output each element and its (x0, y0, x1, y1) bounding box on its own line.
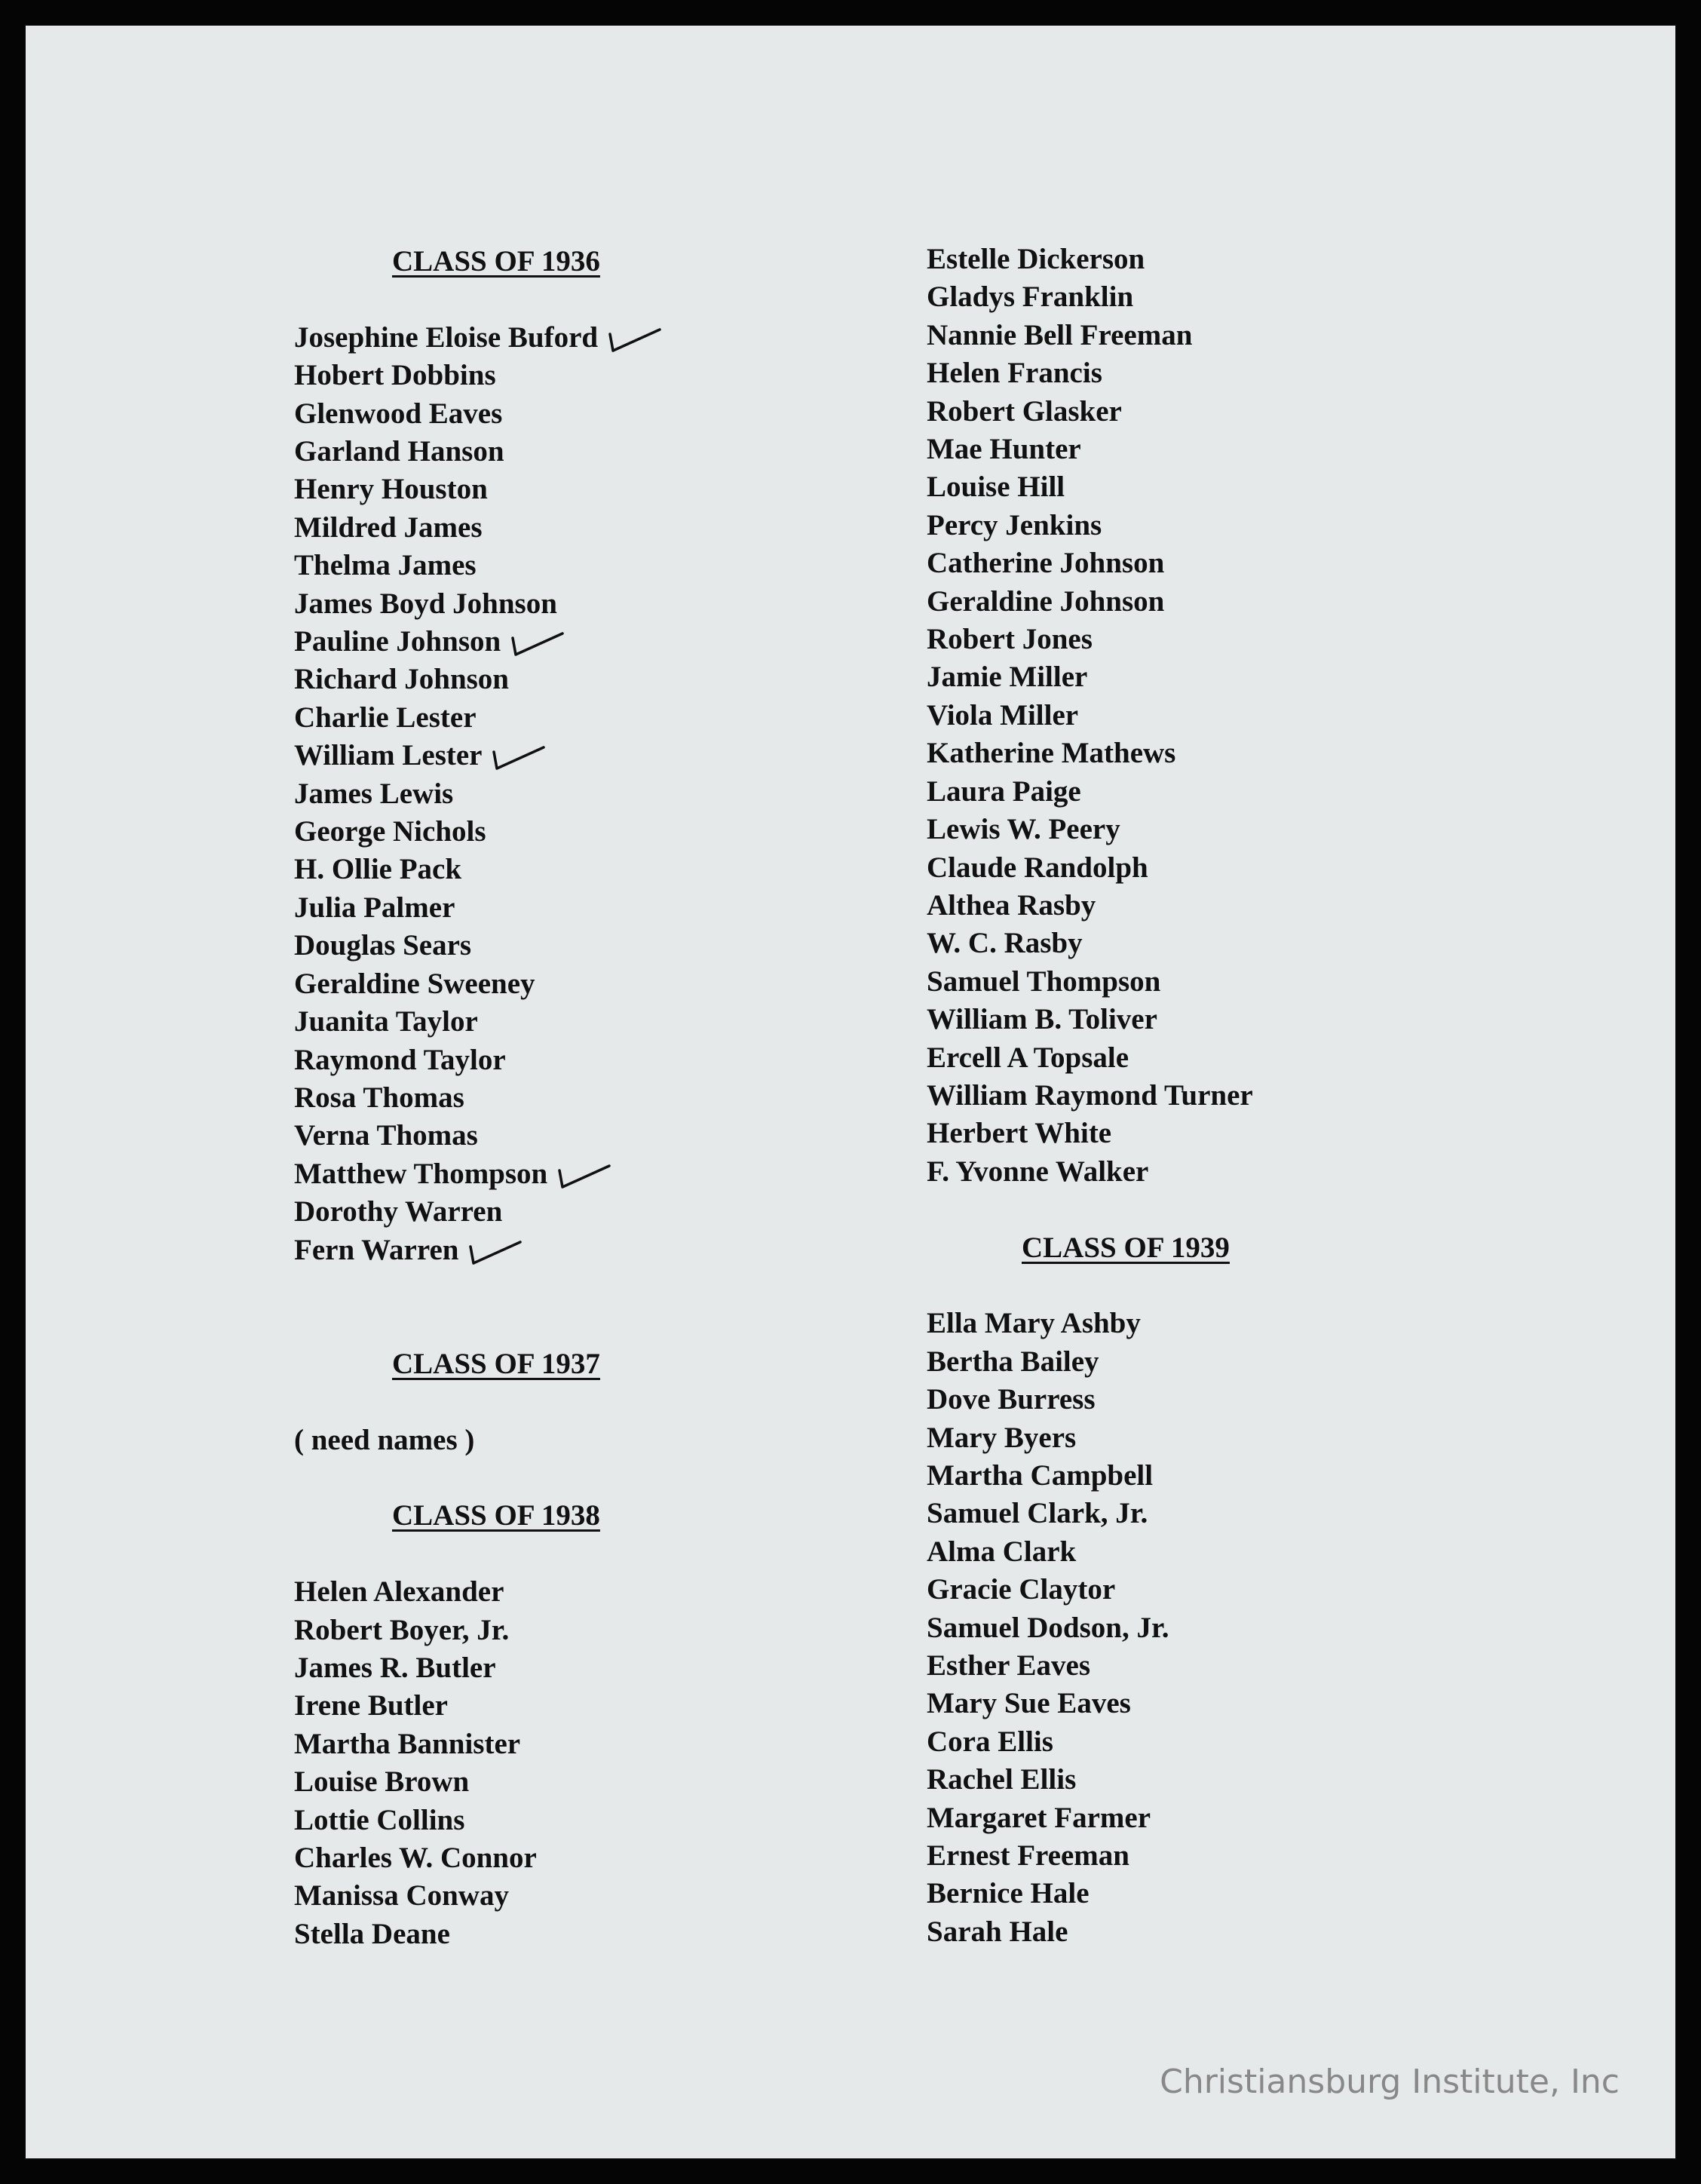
student-name: Robert Jones (927, 623, 1093, 656)
student-name: Robert Glasker (927, 394, 1122, 428)
class-1939-list (927, 1305, 1500, 1951)
student-name: Josephine Eloise Buford (294, 321, 599, 354)
student-name: Gracie Claytor (927, 1573, 1116, 1606)
student-name: Glenwood Eaves (294, 397, 503, 430)
student-name: Margaret Farmer (927, 1801, 1151, 1834)
list-item (927, 354, 1500, 392)
student-name: Thelma James (294, 549, 477, 582)
student-name: Rosa Thomas (294, 1081, 464, 1114)
student-name: Pauline Johnson (294, 625, 501, 658)
list-item (294, 547, 777, 584)
list-item (294, 433, 777, 471)
list-item (927, 925, 1500, 962)
list-item (294, 965, 777, 1003)
student-name: Mary Byers (927, 1421, 1077, 1454)
list-item (927, 697, 1500, 735)
list-item (927, 1875, 1500, 1913)
student-name: Douglas Sears (294, 929, 472, 962)
student-name: Viola Miller (927, 698, 1079, 732)
student-name: Lottie Collins (294, 1803, 465, 1836)
list-item (294, 1839, 777, 1877)
student-name: Henry Houston (294, 473, 488, 506)
list-item (927, 431, 1500, 468)
list-item (294, 471, 777, 508)
list-item (927, 887, 1500, 925)
class-1938-list-continued (927, 241, 1500, 1191)
list-item (927, 621, 1500, 658)
list-item (927, 963, 1500, 1001)
student-name: Bernice Hale (927, 1877, 1090, 1910)
list-item (294, 395, 777, 433)
list-item (927, 468, 1500, 506)
student-name: Irene Butler (294, 1689, 448, 1722)
list-item (294, 927, 777, 965)
list-item (294, 1649, 777, 1687)
list-item (294, 1003, 777, 1041)
list-item (294, 1916, 777, 1953)
student-name: Esther Eaves (927, 1649, 1091, 1682)
student-name: Ernest Freeman (927, 1839, 1129, 1873)
list-item (927, 1305, 1500, 1342)
list-item (927, 507, 1500, 544)
class-1936-list (294, 319, 777, 1269)
student-name: Martha Campbell (927, 1459, 1154, 1492)
student-name: James Boyd Johnson (294, 587, 557, 620)
student-name: Louise Hill (927, 471, 1065, 504)
student-name: Geraldine Sweeney (294, 967, 535, 1000)
student-name: Estelle Dickerson (927, 243, 1145, 275)
student-name: Fern Warren (294, 1233, 459, 1266)
left-column (294, 243, 777, 1953)
student-name: Robert Boyer, Jr. (294, 1613, 510, 1646)
list-item (927, 1077, 1500, 1115)
student-name: Herbert White (927, 1117, 1112, 1150)
class-1937-heading: CLASS OF 1937 (392, 1347, 600, 1380)
class-1939-heading: CLASS OF 1939 (1022, 1231, 1230, 1264)
student-name: Rachel Ellis (927, 1763, 1077, 1796)
list-item (294, 1763, 777, 1801)
student-name: Helen Francis (927, 357, 1102, 390)
student-name: Katherine Mathews (927, 737, 1176, 770)
student-name: William B. Toliver (927, 1003, 1157, 1036)
watermark: Christiansburg Institute, Inc (1160, 2063, 1620, 2101)
list-item (294, 1155, 777, 1193)
student-name: Dorothy Warren (294, 1195, 503, 1228)
list-item (294, 775, 777, 813)
student-name: Julia Palmer (294, 891, 455, 924)
document-page (26, 26, 1675, 2158)
list-item (927, 1647, 1500, 1685)
student-name: Ella Mary Ashby (927, 1307, 1141, 1340)
list-item (927, 1533, 1500, 1571)
list-item (927, 1039, 1500, 1077)
list-item (927, 735, 1500, 772)
student-name: Geraldine Johnson (927, 584, 1165, 618)
list-item (927, 1343, 1500, 1381)
list-item (927, 1761, 1500, 1799)
list-item (927, 1495, 1500, 1532)
list-item (294, 1232, 777, 1269)
handwritten-checkmark-icon (466, 1236, 526, 1269)
student-name: Martha Bannister (294, 1727, 521, 1760)
student-name: W. C. Rasby (927, 927, 1083, 960)
student-name: Hobert Dobbins (294, 359, 496, 392)
class-1937-note: ( need names ) (294, 1423, 475, 1456)
student-name: William Raymond Turner (927, 1078, 1253, 1112)
list-item (927, 1723, 1500, 1761)
handwritten-checkmark-icon (489, 741, 550, 775)
list-item (294, 357, 777, 394)
student-name: Samuel Dodson, Jr. (927, 1611, 1169, 1644)
list-item (294, 851, 777, 888)
student-name: Gladys Franklin (927, 281, 1134, 314)
list-item (927, 317, 1500, 354)
student-name: Louise Brown (294, 1765, 470, 1799)
list-item (294, 1117, 777, 1155)
student-name: H. Ollie Pack (294, 853, 462, 886)
student-name: Catherine Johnson (927, 547, 1165, 580)
student-name: Charlie Lester (294, 701, 477, 734)
list-item (927, 583, 1500, 621)
student-name: George Nichols (294, 815, 486, 848)
list-item (927, 1457, 1500, 1495)
list-item (294, 1802, 777, 1839)
student-name: Charles W. Connor (294, 1841, 537, 1874)
list-item (927, 1837, 1500, 1875)
student-name: Cora Ellis (927, 1725, 1053, 1758)
list-item (927, 773, 1500, 811)
list-item (927, 658, 1500, 696)
list-item (294, 585, 777, 623)
student-name: Samuel Clark, Jr. (927, 1497, 1148, 1530)
list-item (294, 1041, 777, 1079)
student-name: Bertha Bailey (927, 1345, 1099, 1378)
list-item (927, 849, 1500, 887)
student-name: Althea Rasby (927, 888, 1096, 922)
list-item (294, 1725, 777, 1763)
handwritten-checkmark-icon (508, 627, 569, 661)
list-item (927, 1419, 1500, 1457)
student-name: Raymond Taylor (294, 1043, 506, 1076)
list-item (927, 1381, 1500, 1419)
list-item (927, 393, 1500, 431)
student-name: James Lewis (294, 777, 454, 810)
list-item (927, 1913, 1500, 1951)
list-item (927, 1799, 1500, 1837)
student-name: Ercell A Topsale (927, 1041, 1129, 1074)
student-name: Sarah Hale (927, 1915, 1068, 1948)
list-item (927, 544, 1500, 582)
student-name: Verna Thomas (294, 1119, 478, 1152)
list-item (927, 1609, 1500, 1647)
list-item (294, 661, 777, 698)
list-item (294, 1193, 777, 1231)
student-name: Garland Hanson (294, 435, 504, 468)
list-item (927, 241, 1500, 278)
list-item (927, 811, 1500, 848)
list-item (294, 1877, 777, 1915)
student-name: Helen Alexander (294, 1575, 504, 1609)
student-name: Manissa Conway (294, 1879, 509, 1913)
list-item (927, 1685, 1500, 1722)
list-item (294, 1612, 777, 1649)
student-name: Mae Hunter (927, 433, 1081, 466)
right-column (927, 241, 1500, 1951)
list-item (294, 889, 777, 927)
student-name: Lewis W. Peery (927, 813, 1120, 846)
list-item (294, 623, 777, 661)
student-name: Claude Randolph (927, 851, 1148, 884)
student-name: Juanita Taylor (294, 1005, 478, 1038)
list-item (927, 278, 1500, 316)
list-item (294, 1079, 777, 1117)
list-item (927, 1571, 1500, 1609)
student-name: Mary Sue Eaves (927, 1687, 1131, 1720)
list-item (294, 1573, 777, 1611)
student-name: William Lester (294, 739, 483, 772)
student-name: Matthew Thompson (294, 1157, 548, 1190)
student-name: Richard Johnson (294, 663, 509, 696)
list-item (294, 737, 777, 775)
list-item (927, 1115, 1500, 1152)
student-name: Laura Paige (927, 775, 1081, 808)
list-item (927, 1001, 1500, 1038)
student-name: Stella Deane (294, 1917, 450, 1950)
list-item (294, 813, 777, 851)
student-name: Samuel Thompson (927, 965, 1161, 998)
student-name: Jamie Miller (927, 661, 1088, 694)
student-name: Alma Clark (927, 1535, 1077, 1568)
handwritten-checkmark-icon (605, 324, 666, 357)
list-item (294, 509, 777, 547)
student-name: Nannie Bell Freeman (927, 318, 1193, 351)
student-name: F. Yvonne Walker (927, 1155, 1149, 1188)
student-name: Dove Burress (927, 1383, 1096, 1416)
list-item (294, 1687, 777, 1725)
list-item (927, 1153, 1500, 1191)
student-name: Percy Jenkins (927, 508, 1102, 541)
student-name: James R. Butler (294, 1651, 496, 1684)
list-item (294, 699, 777, 737)
list-item (294, 319, 777, 357)
handwritten-checkmark-icon (555, 1160, 615, 1193)
student-name: Mildred James (294, 511, 483, 544)
class-1938-heading: CLASS OF 1938 (392, 1499, 600, 1532)
class-1938-list (294, 1573, 777, 1953)
class-1936-heading: CLASS OF 1936 (392, 245, 600, 278)
